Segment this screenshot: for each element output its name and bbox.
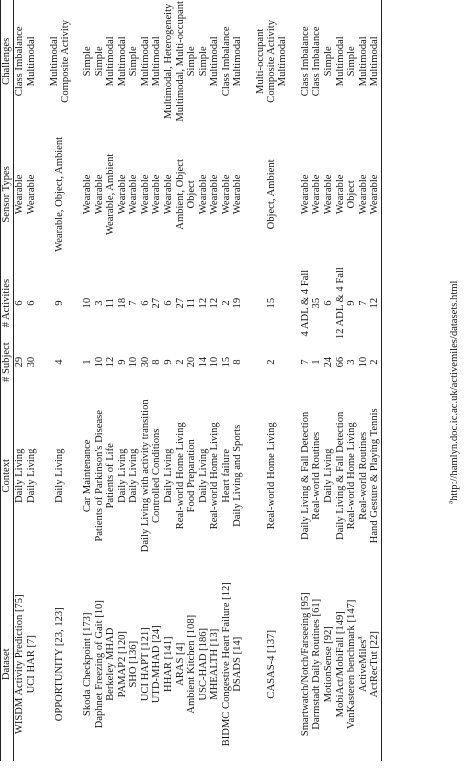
cell-activities: 19 [232, 297, 244, 309]
cell-context: Daily Living [162, 448, 174, 504]
cell-challenges: Class Imbalance [220, 26, 232, 97]
table-row [335, 0, 347, 761]
cell-subject: 66 [334, 356, 346, 368]
table-row [311, 0, 323, 761]
cell-sensor: Wearable [116, 174, 128, 215]
cell-sensor: Wearable [93, 174, 105, 215]
cell-sensor: Wearable [369, 123, 381, 266]
row-spacer [71, 0, 83, 761]
cell-context: Daily Living [197, 448, 209, 504]
cell-dataset: UCI HAPT [121] [139, 627, 151, 702]
cell-dataset: Smartwatch/Notch/Farseeing [95] [299, 592, 311, 737]
cell-context: Daily Living & Fall Detection [334, 411, 346, 540]
table-row [221, 0, 233, 761]
cell-challenges: Multimodal [334, 36, 346, 87]
cell-challenges: Multimodal [232, 36, 244, 87]
cell-dataset: MHEALTH [13] [209, 628, 221, 700]
table-row [105, 0, 117, 761]
cell-sensor: Wearable [197, 174, 209, 215]
cell-sensor: Object [346, 180, 358, 209]
cell-activities: 6 [323, 300, 334, 306]
cell-challenges: Simple [323, 46, 334, 77]
table-row [198, 0, 210, 761]
cell-context: Daily Living & Fall Detection [299, 411, 311, 540]
cell-subject: 9 [162, 359, 174, 365]
cell-dataset: Darmstadt Daily Routines [61] [311, 598, 323, 730]
cell-sensor: Wearable [311, 174, 323, 215]
cell-activities: 27 [174, 297, 186, 309]
table-row [151, 0, 163, 761]
table-row [300, 0, 312, 761]
cell-subject: 4 [53, 359, 65, 365]
header-activities: # Activities [1, 266, 14, 340]
table-row [128, 0, 140, 761]
cell-activities: 12 [197, 297, 209, 309]
header-subject: # Subject [1, 340, 14, 384]
cell-challenges: Multimodal [209, 36, 221, 87]
table-row [82, 0, 94, 761]
cell-challenges: Class Imbalance [299, 26, 311, 97]
cell-dataset: SHO [136] [128, 640, 140, 688]
table-row [323, 0, 335, 761]
cell-challenges: Multimodal [25, 36, 37, 87]
cell-challenges: Simple [197, 46, 209, 77]
cell-subject: 7 [299, 359, 311, 365]
cell-subject: 3 [346, 359, 358, 365]
footnote-mark: a [446, 500, 455, 504]
cell-dataset: Skoda Checkpoint [173] [82, 612, 94, 717]
cell-dataset: Ambient Kitchen [108] [186, 614, 198, 714]
cell-challenges: Class Imbalance [14, 26, 25, 97]
cell-subject: 14 [197, 356, 209, 368]
cell-dataset: Daphnet Freezing of Gait [10] [93, 600, 105, 729]
table-row [26, 0, 38, 761]
cell-context: Daily Living [53, 448, 65, 504]
cell-challenges: Multimodal [105, 36, 117, 87]
table-row [117, 0, 129, 761]
cell-context: Real-world Routines [311, 431, 323, 520]
cell-activities: 9 [53, 300, 65, 306]
footnote-url: http://hamlyn.doc.ic.ac.uk/activemiles/datasets.html [449, 280, 460, 501]
cell-sensor: Object [186, 180, 198, 209]
cell-subject: 2 [174, 359, 186, 365]
table-row [255, 0, 288, 761]
table-row [49, 0, 71, 761]
cell-challenges: Multimodal [139, 36, 151, 87]
table-row [186, 0, 198, 761]
cell-subject: 10 [357, 356, 369, 368]
cell-subject: 29 [14, 356, 25, 368]
cell-subject: 12 [105, 356, 117, 368]
cell-sensor: Ambient, Object [174, 159, 186, 230]
cell-sensor: Wearable [232, 174, 244, 215]
cell-context: Real-world Home Living [266, 422, 278, 530]
cell-context: Daily Living and Sports [232, 424, 244, 527]
cell-subject: 10 [128, 356, 140, 368]
cell-context: Daily Living [14, 448, 25, 504]
cell-activities: 15 [266, 297, 278, 309]
cell-sensor: Wearable [162, 174, 174, 215]
cell-sensor: Object, Ambient [266, 159, 278, 230]
cell-activities: 11 [105, 298, 117, 309]
cell-activities: 27 [151, 297, 163, 309]
cell-sensor: Wearable [82, 174, 94, 215]
cell-context: Patients of Life [105, 443, 117, 509]
cell-dataset: DSADS [14] [232, 636, 244, 692]
cell-activities: 10 [82, 297, 94, 309]
cell-activities: 6 [14, 300, 25, 306]
cell-dataset: UTD-MHAD [24] [151, 625, 163, 704]
cell-context: Controlled Conditions [151, 428, 163, 524]
row-spacer [37, 0, 49, 761]
cell-subject: 1 [82, 359, 94, 365]
row-spacer [244, 0, 256, 761]
cell-challenges: Multimodal [116, 36, 128, 87]
cell-sensor: Wearable [139, 174, 151, 215]
cell-context: Daily Living [25, 448, 37, 504]
cell-context: Daily Living [323, 448, 334, 504]
cell-dataset: MotionSense [92] [323, 626, 334, 703]
cell-context: Heart failure [220, 448, 232, 503]
cell-sensor: Wearable [25, 174, 37, 215]
cell-dataset: UCI HAR [7] [25, 635, 37, 694]
cell-dataset: WISDM Activity Prediction [75] [14, 594, 25, 735]
cell-dataset: HHAR [141] [162, 636, 174, 693]
cell-sensor: Wearable [14, 174, 25, 215]
cell-context: Real-world Home Living [209, 422, 221, 530]
cell-subject: 8 [151, 359, 163, 365]
cell-subject: 9 [116, 359, 128, 365]
cell-sensor: Wearable, Ambient [105, 153, 117, 236]
cell-challenges: Class Imbalance [311, 26, 323, 97]
cell-subject: 8 [232, 359, 244, 365]
cell-dataset: CASAS-4 [137] [266, 629, 278, 699]
cell-dataset: USC-HAD [186] [197, 627, 209, 701]
cell-subject: 1 [311, 359, 323, 365]
cell-context: Daily Living with activity transition [139, 399, 151, 553]
cell-activities: 12 ADL & 4 Fall [334, 267, 346, 340]
footnote-marker: a [355, 636, 364, 640]
table-row [140, 0, 152, 761]
table-row [94, 0, 106, 761]
cell-sensor: Wearable [323, 174, 334, 215]
table-row [175, 0, 187, 761]
cell-challenges: Multimodal [369, 0, 381, 123]
cell-sensor: Wearable [209, 174, 221, 215]
header-dataset: Dataset [1, 568, 14, 761]
header-context: Context [1, 384, 14, 567]
cell-challenges: Simple [128, 46, 140, 77]
row-spacer [288, 0, 300, 761]
cell-challenges: Multimodal [357, 36, 369, 87]
cell-activities: 4 ADL & 4 Fall [299, 269, 311, 337]
cell-sensor: Wearable [128, 174, 140, 215]
cell-sensor: Wearable [220, 174, 232, 215]
cell-subject: 30 [139, 356, 151, 368]
cell-dataset: Berkeley MHAD [105, 627, 117, 701]
cell-challenges: Multimodal, Heterogeneity [162, 3, 174, 119]
cell-context: Real-world Home Living [174, 422, 186, 530]
cell-dataset: PAMAP2 [120] [116, 631, 128, 698]
cell-challenges: Multimodal, Multi-occupant [174, 1, 186, 122]
cell-sensor: Wearable [334, 174, 346, 215]
table-row [209, 0, 221, 761]
cell-challenges [255, 0, 288, 123]
cell-sensor: Wearable [357, 174, 369, 215]
cell-subject: 24 [323, 356, 334, 368]
challenge-line: Multi-occupant Composite Activity Multimodal [255, 19, 289, 103]
table-row [369, 0, 381, 761]
table-header-row [1, 0, 14, 761]
cell-activities: 3 [93, 300, 105, 306]
cell-dataset: VanKasteren benchmark [147] [346, 599, 358, 729]
cell-dataset: OPPORTUNITY [23, 123] [53, 607, 65, 722]
table-row [163, 0, 175, 761]
cell-activities: 9 [346, 300, 358, 306]
cell-challenges: Simple [93, 46, 105, 77]
cell-subject: 30 [25, 356, 37, 368]
cell-challenges: Simple [82, 46, 94, 77]
cell-sensor: Wearable [151, 174, 163, 215]
challenge-line: Multimodal Composite Activity [48, 19, 71, 103]
header-challenges: Challenges [1, 0, 14, 123]
cell-activities: 11 [186, 298, 198, 309]
table-row [358, 0, 370, 761]
cell-activities: 7 [128, 300, 140, 306]
cell-dataset: BIDMC Congestive Heart Failure [12] [220, 582, 232, 747]
cell-activities: 12 [209, 297, 221, 309]
cell-sensor: Wearable, Object, Ambient [53, 136, 65, 252]
cell-context: Daily Living [116, 448, 128, 504]
cell-challenges [49, 0, 71, 123]
cell-context: Car Maintenance [82, 439, 94, 513]
cell-dataset: ARAS [4] [174, 642, 186, 686]
cell-activities: 2 [220, 300, 232, 306]
dataset-name: ActiveMiles [357, 639, 369, 693]
cell-subject: 10 [93, 356, 105, 368]
cell-dataset [355, 568, 370, 761]
cell-context: Real-world Routines [357, 431, 369, 520]
cell-context: Daily Living [128, 448, 140, 504]
cell-challenges: Simple [346, 46, 358, 77]
cell-challenges: Multimodal [151, 36, 163, 87]
cell-activities: 35 [311, 297, 323, 309]
cell-context: Food Preparation [186, 439, 198, 513]
cell-activities: 12 [369, 266, 381, 340]
table-row [232, 0, 244, 761]
cell-subject: 10 [209, 356, 221, 368]
cell-context: Patients of Parkinson's Disease [93, 409, 105, 542]
cell-activities: 6 [162, 300, 174, 306]
cell-challenges: Simple [186, 46, 198, 77]
cell-context: Hand Gesture & Playing Tennis [369, 384, 381, 567]
cell-subject: 20 [186, 356, 198, 368]
header-sensor-types: Sensor Types [1, 123, 14, 266]
cell-context: Real-world Home Living [346, 422, 358, 530]
cell-subject: 2 [266, 359, 278, 365]
cell-activities: 7 [357, 300, 369, 306]
cell-activities: 18 [116, 297, 128, 309]
cell-activities: 6 [139, 300, 151, 306]
cell-sensor: Wearable [299, 174, 311, 215]
cell-dataset: ActRecTut [22] [369, 568, 381, 761]
table-footnote [446, 280, 460, 504]
table-row [346, 0, 358, 761]
cell-subject: 2 [369, 340, 381, 384]
cell-dataset: MobiAct/MobiFall [149] [334, 611, 346, 718]
cell-subject: 15 [220, 356, 232, 368]
cell-activities: 6 [25, 300, 37, 306]
table-row [14, 0, 26, 761]
